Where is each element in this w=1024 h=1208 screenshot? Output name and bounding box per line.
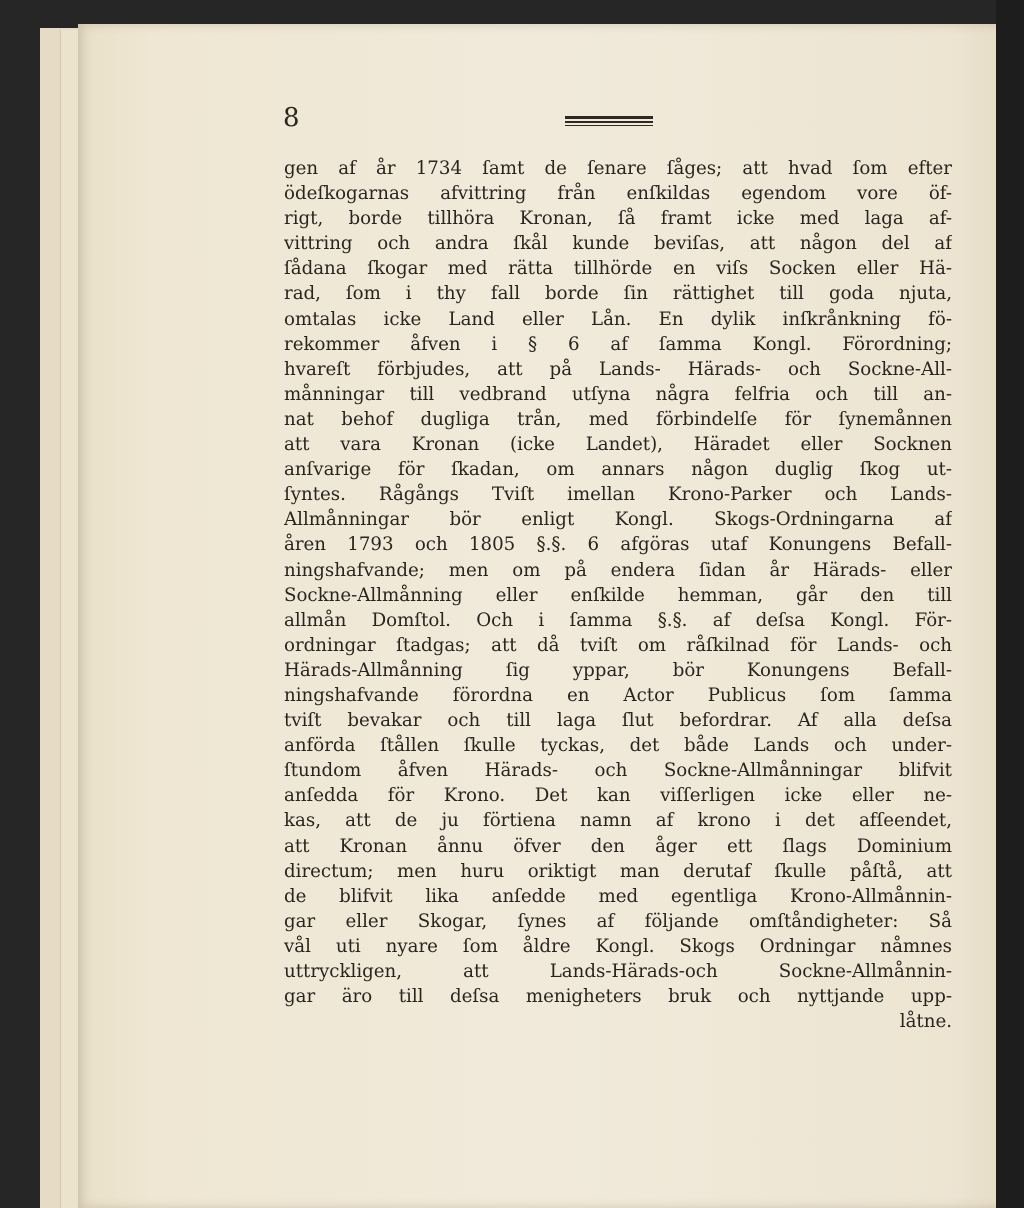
text-line: Sockne-Allmånning eller enſkilde hemman, går den till [284, 584, 952, 606]
text-line: att Kronan ånnu öfver den åger ett ſlags Dominium [284, 835, 952, 857]
text-line: ordningar ſtadgas; att då tviſt om råſkilnad för Lands- och [284, 634, 952, 656]
text-line: Allmånningar bör enligt Kongl. Skogs-Ordningarna af [284, 509, 952, 531]
body-text [284, 156, 952, 1034]
text-line: uttryckligen, att Lands-Härads-och Sockne-Allmånnin- [284, 961, 952, 982]
text-line: Härads-Allmånning ſig yppar, bör Konungens Befall- [284, 659, 952, 681]
text-line: att vara Kronan (icke Landet), Häradet eller Socknen [284, 434, 952, 456]
text-line: gen af år 1734 ſamt de ſenare ſåges; att hvad ſom efter [284, 158, 952, 179]
text-line-catchword: låtne. [899, 1011, 952, 1033]
text-line: rad, ſom i thy fall borde ſin rättighet till goda njuta, [284, 283, 952, 305]
page-number: 8 [283, 103, 300, 133]
text-line: hvareſt förbjudes, att på Lands- Härads- och Sockne-All- [284, 358, 952, 380]
text-line: ſyntes. Rågångs Tviſt imellan Krono-Parker och Lands- [284, 484, 952, 506]
text-line: rekommer åfven i § 6 af ſamma Kongl. Förordning; [284, 333, 952, 355]
text-line: ſådana ſkogar med rätta tillhörde en viſs Socken eller Hä- [284, 258, 952, 280]
text-line: gar eller Skogar, ſynes af följande omſtåndigheter: Så [284, 910, 952, 932]
text-line: nat behof dugliga trån, med förbindelſe för ſynemånnen [284, 408, 952, 430]
text-line: vittring och andra ſkål kunde beviſas, att någon del af [284, 233, 952, 255]
text-line: ödeſkogarnas afvittring från enſkildas egendom vore öf- [284, 183, 952, 205]
text-line: ningshafvande förordna en Actor Publicus ſom ſamma [284, 684, 952, 706]
text-line: åren 1793 och 1805 §.§. 6 afgöras utaf Konungens Befall- [284, 534, 952, 556]
text-line: omtalas icke Land eller Lån. En dylik inſkrånkning fö- [284, 308, 952, 330]
text-line: ningshafvande; men om på endera ſidan år Härads- eller [284, 559, 952, 581]
text-line: anſedda för Krono. Det kan viſſerligen icke eller ne- [284, 785, 952, 807]
text-line: anförda ſtållen ſkulle tyckas, det både Lands och under- [284, 735, 952, 757]
text-line: de blifvit lika anſedde med egentliga Krono-Allmånnin- [284, 885, 952, 907]
text-line: vål uti nyare ſom åldre Kongl. Skogs Ordningar nåmnes [284, 935, 952, 957]
text-line: tviſt bevakar och till laga ſlut befordrar. Af alla deſsa [284, 710, 952, 732]
text-line: rigt, borde tillhöra Kronan, ſå framt icke med laga af- [284, 208, 952, 230]
text-line: ſtundom åfven Härads- och Sockne-Allmånningar blifvit [284, 760, 952, 782]
text-line: gar äro till deſsa menigheters bruk och nyttjande upp- [284, 986, 952, 1008]
text-line: directum; men huru oriktigt man derutaf ſkulle påſtå, att [284, 860, 952, 882]
scan-border-right [996, 0, 1024, 1208]
text-line: kas, att de ju förtiena namn af krono i det afſeendet, [284, 810, 952, 832]
text-line: anſvarige för ſkadan, om annars någon duglig ſkog ut- [284, 459, 952, 481]
text-line: allmån Domſtol. Och i ſamma §.§. af deſsa Kongl. För- [284, 609, 952, 631]
header-ornament-rule [565, 116, 653, 128]
text-line: månningar till vedbrand utſyna några felfria och till an- [284, 383, 952, 405]
